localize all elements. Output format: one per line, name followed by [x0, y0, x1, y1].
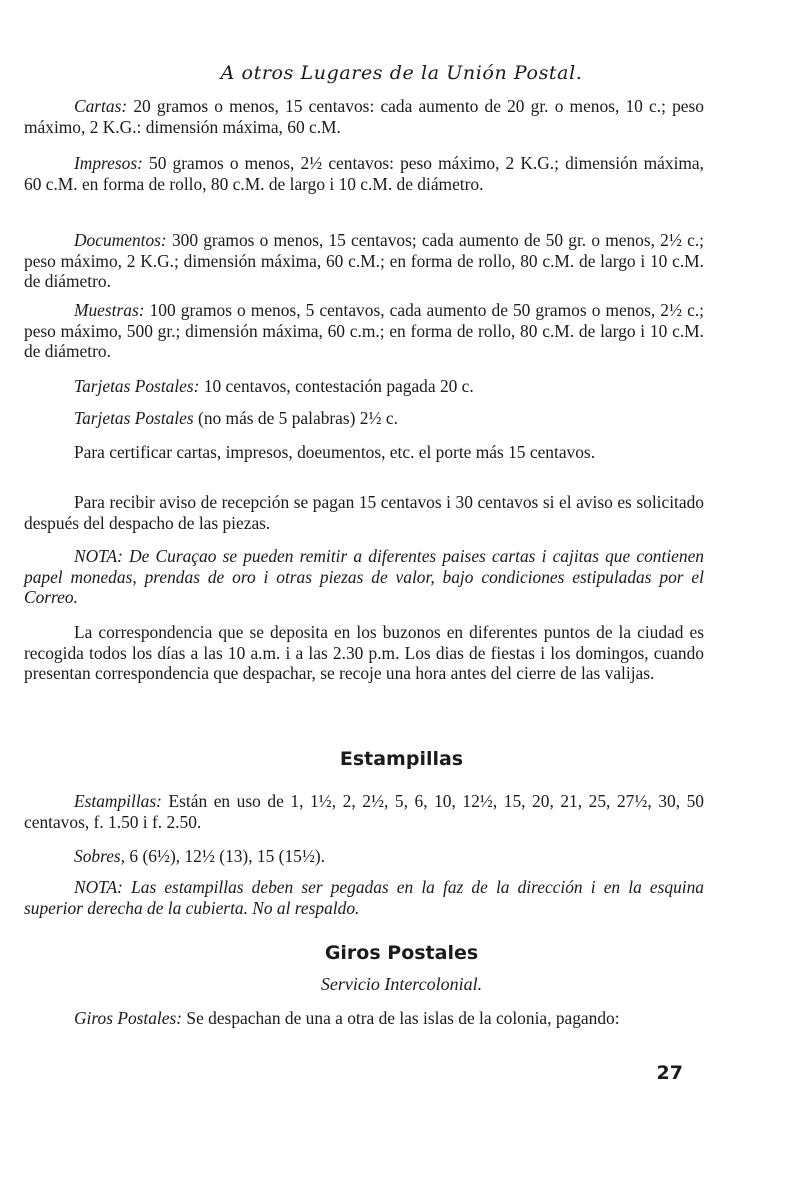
tariff-label: Muestras:: [74, 300, 145, 320]
section-heading-estampillas: Estampillas: [339, 748, 464, 770]
tariff-text: 50 gramos o menos, 2½ centavos: peso máximo, 2 K.G.; dimensión máxima, 60 c.M. en forma de rollo, 80 c.M. de largo i 10 c.M. de diámetro.: [24, 153, 704, 194]
certificar-paragraph: [24, 442, 704, 463]
nota-label: NOTA:: [74, 546, 123, 566]
giros-label: Giros Postales:: [74, 1008, 183, 1028]
nota-curacao: [24, 546, 704, 608]
tariff-impresos: [24, 153, 704, 194]
aviso-paragraph: [24, 492, 704, 533]
paragraph-text: Para certificar cartas, impresos, doeumentos, etc. el porte más 15 centavos.: [74, 442, 596, 462]
page-number: 27: [656, 1062, 683, 1084]
tariff-text: (no más de 5 palabras) 2½ c.: [198, 408, 398, 428]
nota-text: Las estampillas deben ser pegadas en la faz de la dirección i en la esquina superior derecha de la cubierta. No al respaldo.: [24, 877, 704, 918]
buzones-paragraph: [24, 622, 704, 684]
section-heading-giros: Giros Postales: [324, 942, 479, 964]
running-title: A otros Lugares de la Unión Postal.: [220, 62, 583, 84]
sobres-text: 6 (6½), 12½ (13), 15 (15½).: [129, 846, 326, 866]
tariff-text: 10 centavos, contestación pagada 20 c.: [203, 376, 474, 396]
tariff-cartas: [24, 96, 704, 137]
tariff-label: Tarjetas Postales: [74, 408, 194, 428]
nota-text: De Curaçao se pueden remitir a diferentes paises cartas i cajitas que contienen papel monedas, prendas de oro i otras piezas de valor, bajo condiciones estipuladas por el Correo.: [24, 546, 704, 607]
estampillas-label: Estampillas:: [74, 791, 162, 811]
estampillas-paragraph: [24, 791, 704, 832]
nota-estampillas: [24, 877, 704, 918]
paragraph-text: Para recibir aviso de recepción se pagan 15 centavos i 30 centavos si el aviso es solicitado después del despacho de las piezas.: [24, 492, 704, 533]
paragraph-text: La correspondencia que se deposita en los buzonos en diferentes puntos de la ciudad es recogida todos los días a las 10 a.m. i a las 2.30 p.m. Los dias de fiestas i los domingos, cuando presentan correspondencia que despachar, se recoje una hora antes del cierre de las valijas.: [24, 622, 704, 683]
tariff-label: Documentos:: [74, 230, 167, 250]
section-subheading-giros: Servicio Intercolonial.: [320, 974, 483, 994]
tariff-muestras: [24, 300, 704, 362]
nota-label: NOTA:: [74, 877, 123, 897]
tariff-label: Impresos:: [74, 153, 143, 173]
giros-text: Se despachan de una a otra de las islas de la colonia, pagando:: [186, 1008, 620, 1028]
tariff-text: 20 gramos o menos, 15 centavos: cada aumento de 20 gr. o menos, 10 c.; peso máximo, 2 K.G.: dimensión máxima, 60 c.M.: [24, 96, 704, 137]
estampillas-text: Están en uso de 1, 1½, 2, 2½, 5, 6, 10, 12½, 15, 20, 21, 25, 27½, 30, 50 centavos, f. 1.50 i f. 2.50.: [24, 791, 705, 832]
tariff-documentos: [24, 230, 704, 292]
tariff-tarjetas-cinco: [24, 408, 704, 429]
tariff-label: Cartas:: [74, 96, 128, 116]
sobres-label: Sobres,: [74, 846, 126, 866]
tariff-label: Tarjetas Postales:: [74, 376, 200, 396]
tariff-text: 100 gramos o menos, 5 centavos, cada aumento de 50 gramos o menos, 2½ c.; peso máximo, 500 gr.; dimensión máxima, 60 c.m.; en forma de rollo, 80 c.M. de largo i 10 c.M. de diámetro.: [24, 300, 704, 361]
giros-paragraph: [24, 1008, 704, 1029]
sobres-paragraph: [24, 846, 704, 867]
tariff-tarjetas: [24, 376, 704, 397]
tariff-text: 300 gramos o menos, 15 centavos; cada aumento de 50 gr. o menos, 2½ c.; peso máximo, 2 K.G.; dimensión máxima, 60 c.M.; en forma de rollo, 80 c.M. de largo i 10 c.M. de diámetro.: [24, 230, 704, 291]
